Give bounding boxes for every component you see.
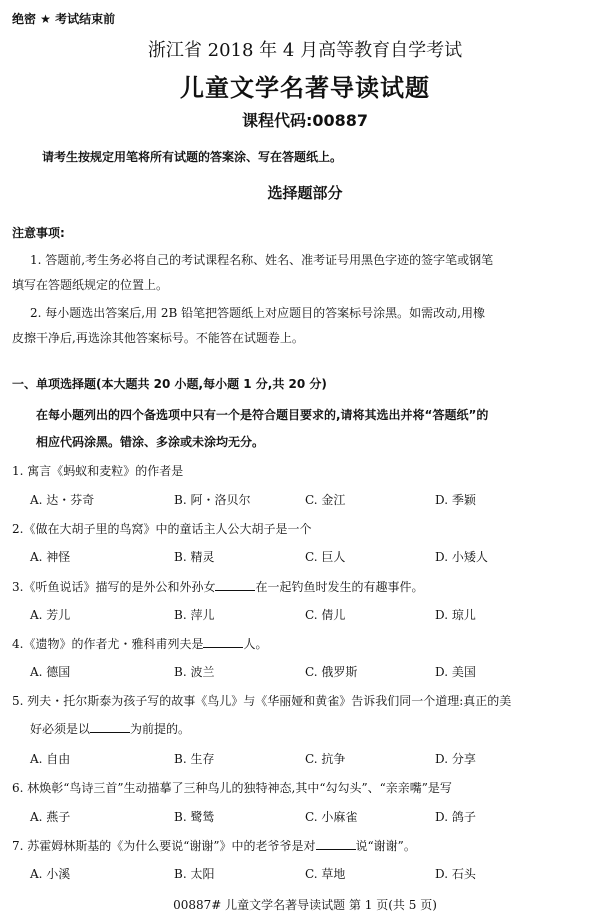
question-6-option-d: D. 鸽子 xyxy=(435,810,476,824)
section-title: 选择题部分 xyxy=(267,184,343,202)
question-4-option-a: A. 德国 xyxy=(30,665,71,679)
question-1-option-c: C. 金江 xyxy=(305,493,346,507)
answer-blank xyxy=(90,721,130,733)
question-5-option-b: B. 生存 xyxy=(174,752,215,766)
question-5-stem-line-1: 5. 列夫・托尔斯泰为孩子写的故事《鸟儿》与《华丽娅和黄雀》告诉我们同一个道理:真正的美 xyxy=(12,694,512,708)
answer-blank xyxy=(203,636,243,648)
notes-heading: 注意事项: xyxy=(12,226,65,240)
question-1-option-b: B. 阿・洛贝尔 xyxy=(174,493,251,507)
question-5-stem-line-2 xyxy=(30,720,190,737)
question-7-option-d: D. 石头 xyxy=(435,867,476,881)
instruction: 请考生按规定用笔将所有试题的答案涂、写在答题纸上。 xyxy=(42,150,343,164)
question-4-option-d: D. 美国 xyxy=(435,665,476,679)
question-3-option-c: C. 倩儿 xyxy=(305,608,346,622)
question-4-stem-part-a: 4.《遗物》的作者尤・雅科甫列夫是 xyxy=(12,637,204,651)
question-7-option-a: A. 小溪 xyxy=(30,867,71,881)
page-footer: 00887# 儿童文学名著导读试题 第 1 页(共 5 页) xyxy=(173,898,437,912)
part1-desc-line-1: 在每小题列出的四个备选项中只有一个是符合题目要求的,请将其选出并将“答题纸”的 xyxy=(36,408,489,422)
question-4-option-b: B. 波兰 xyxy=(174,665,215,679)
question-1-option-a: A. 达・芬奇 xyxy=(30,493,95,507)
question-5-option-a: A. 自由 xyxy=(30,752,71,766)
question-7-stem-part-a: 7. 苏霍姆林斯基的《为什么要说“谢谢”》中的老爷爷是对 xyxy=(12,839,316,853)
question-7-option-c: C. 草地 xyxy=(305,867,346,881)
question-5-option-d: D. 分享 xyxy=(435,752,476,766)
question-2-option-b: B. 精灵 xyxy=(174,550,215,564)
exam-title: 浙江省 2018 年 4 月高等教育自学考试 xyxy=(147,40,463,61)
question-5-stem-part-a: 好必须是以 xyxy=(30,722,91,736)
question-3-stem xyxy=(12,578,423,595)
question-4-stem-part-b: 人。 xyxy=(243,637,268,651)
question-1-stem: 1. 寓言《蚂蚁和麦粒》的作者是 xyxy=(12,464,184,478)
question-3-option-b: B. 萍儿 xyxy=(174,608,215,622)
answer-blank xyxy=(215,579,255,591)
paper-title: 儿童文学名著导读试题 xyxy=(180,74,430,102)
note-item-2-line-1: 2. 每小题选出答案后,用 2B 铅笔把答题纸上对应题目的答案标号涂黑。如需改动,用橡 xyxy=(30,306,485,320)
question-6-option-c: C. 小麻雀 xyxy=(305,810,358,824)
note-item-2-line-2: 皮擦干净后,再选涂其他答案标号。不能答在试题卷上。 xyxy=(12,331,304,345)
question-6-stem: 6. 林焕彰“鸟诗三首”生动描摹了三种鸟儿的独特神态,其中“勾勾头”、“亲亲嘴”是写 xyxy=(12,781,452,795)
question-3-option-a: A. 芳儿 xyxy=(30,608,71,622)
question-1-option-d: D. 季颖 xyxy=(435,493,476,507)
answer-blank xyxy=(316,838,356,850)
question-3-stem-part-b: 在一起钓鱼时发生的有趣事件。 xyxy=(255,580,424,594)
question-2-option-a: A. 神怪 xyxy=(30,550,71,564)
question-5-stem-part-b: 为前提的。 xyxy=(130,722,191,736)
question-6-option-a: A. 燕子 xyxy=(30,810,71,824)
question-2-stem: 2.《做在大胡子里的鸟窝》中的童话主人公大胡子是一个 xyxy=(12,522,312,536)
question-4-stem xyxy=(12,635,267,652)
question-7-option-b: B. 太阳 xyxy=(174,867,215,881)
question-6-option-b: B. 鹭鸶 xyxy=(174,810,215,824)
note-item-1-line-1: 1. 答题前,考生务必将自己的考试课程名称、姓名、准考证号用黑色字迹的签字笔或钢笔 xyxy=(30,253,494,267)
question-7-stem xyxy=(12,837,416,854)
part1-desc-line-2: 相应代码涂黑。错涂、多涂或未涂均无分。 xyxy=(36,435,265,449)
confidential-label: 绝密 ★ 考试结束前 xyxy=(12,12,116,26)
part1-heading: 一、单项选择题(本大题共 20 小题,每小题 1 分,共 20 分) xyxy=(12,377,327,391)
question-7-stem-part-b: 说“谢谢”。 xyxy=(355,839,416,853)
course-code: 课程代码:00887 xyxy=(241,111,369,130)
question-4-option-c: C. 俄罗斯 xyxy=(305,665,358,679)
note-item-1-line-2: 填写在答题纸规定的位置上。 xyxy=(12,278,169,292)
question-3-stem-part-a: 3.《听鱼说话》描写的是外公和外孙女 xyxy=(12,580,216,594)
question-2-option-c: C. 巨人 xyxy=(305,550,346,564)
question-2-option-d: D. 小矮人 xyxy=(435,550,488,564)
question-3-option-d: D. 琼儿 xyxy=(435,608,476,622)
question-5-option-c: C. 抗争 xyxy=(305,752,346,766)
